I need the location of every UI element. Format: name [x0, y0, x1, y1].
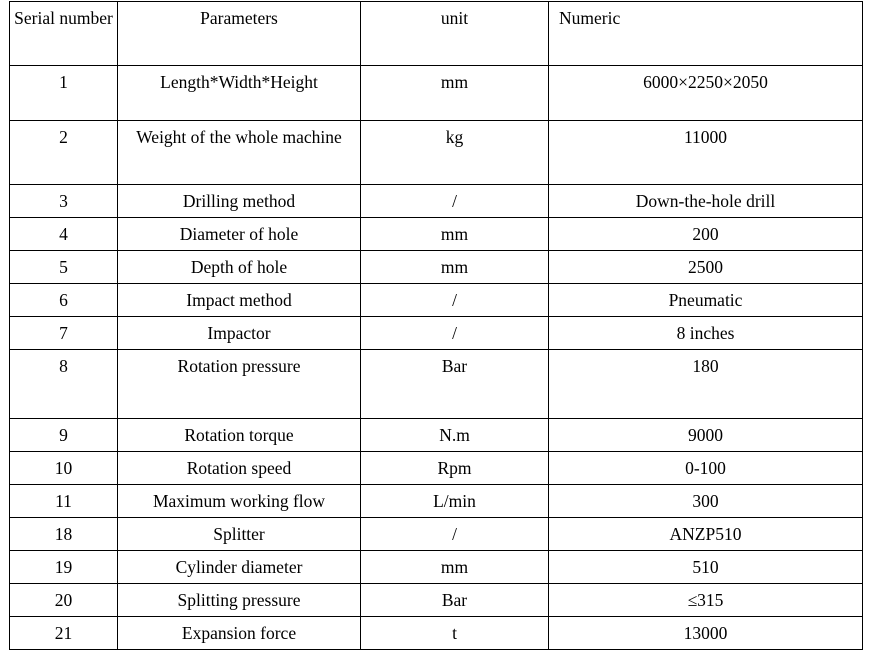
- value-cell: 2500: [549, 251, 863, 284]
- table-row: [10, 218, 863, 251]
- value-cell: 0-100: [549, 452, 863, 485]
- unit-cell: mm: [361, 66, 549, 121]
- table-row: [10, 485, 863, 518]
- table-row: [10, 251, 863, 284]
- parameter-cell: Maximum working flow: [118, 485, 361, 518]
- serial-cell: 4: [10, 218, 118, 251]
- parameter-cell: Impact method: [118, 284, 361, 317]
- value-cell: ≤315: [549, 584, 863, 617]
- table-row: [10, 350, 863, 419]
- unit-cell: /: [361, 317, 549, 350]
- value-cell: 8 inches: [549, 317, 863, 350]
- table-row: [10, 452, 863, 485]
- value-cell: 510: [549, 551, 863, 584]
- serial-cell: 20: [10, 584, 118, 617]
- serial-cell: 3: [10, 185, 118, 218]
- serial-cell: 11: [10, 485, 118, 518]
- parameters-table: [9, 1, 863, 650]
- serial-cell: 7: [10, 317, 118, 350]
- table-row: [10, 284, 863, 317]
- serial-cell: 21: [10, 617, 118, 650]
- header-unit: unit: [361, 2, 549, 66]
- serial-cell: 1: [10, 66, 118, 121]
- value-cell: 200: [549, 218, 863, 251]
- unit-cell: N.m: [361, 419, 549, 452]
- serial-cell: 18: [10, 518, 118, 551]
- parameter-cell: Splitter: [118, 518, 361, 551]
- parameter-cell: Weight of the whole machine: [118, 121, 361, 185]
- value-cell: 180: [549, 350, 863, 419]
- value-cell: Down-the-hole drill: [549, 185, 863, 218]
- parameter-cell: Rotation pressure: [118, 350, 361, 419]
- value-cell: 13000: [549, 617, 863, 650]
- parameter-cell: Diameter of hole: [118, 218, 361, 251]
- serial-cell: 19: [10, 551, 118, 584]
- serial-cell: 8: [10, 350, 118, 419]
- header-parameters: Parameters: [118, 2, 361, 66]
- unit-cell: Bar: [361, 584, 549, 617]
- unit-cell: Bar: [361, 350, 549, 419]
- serial-cell: 2: [10, 121, 118, 185]
- parameter-cell: Expansion force: [118, 617, 361, 650]
- serial-cell: 6: [10, 284, 118, 317]
- serial-cell: 5: [10, 251, 118, 284]
- parameter-cell: Depth of hole: [118, 251, 361, 284]
- unit-cell: kg: [361, 121, 549, 185]
- value-cell: Pneumatic: [549, 284, 863, 317]
- value-cell: 300: [549, 485, 863, 518]
- header-numeric: Numeric: [549, 2, 863, 66]
- serial-cell: 9: [10, 419, 118, 452]
- unit-cell: /: [361, 185, 549, 218]
- table-row: [10, 185, 863, 218]
- unit-cell: L/min: [361, 485, 549, 518]
- unit-cell: Rpm: [361, 452, 549, 485]
- unit-cell: t: [361, 617, 549, 650]
- table-row: [10, 317, 863, 350]
- table-row: [10, 551, 863, 584]
- table-row: [10, 584, 863, 617]
- table-header-row: [10, 2, 863, 66]
- parameter-cell: Length*Width*Height: [118, 66, 361, 121]
- unit-cell: mm: [361, 551, 549, 584]
- unit-cell: /: [361, 284, 549, 317]
- table-row: [10, 617, 863, 650]
- table-row: [10, 121, 863, 185]
- parameter-cell: Impactor: [118, 317, 361, 350]
- serial-cell: 10: [10, 452, 118, 485]
- table-row: [10, 419, 863, 452]
- value-cell: ANZP510: [549, 518, 863, 551]
- value-cell: 9000: [549, 419, 863, 452]
- parameter-cell: Rotation speed: [118, 452, 361, 485]
- parameter-cell: Cylinder diameter: [118, 551, 361, 584]
- parameter-cell: Drilling method: [118, 185, 361, 218]
- parameter-cell: Rotation torque: [118, 419, 361, 452]
- value-cell: 11000: [549, 121, 863, 185]
- unit-cell: /: [361, 518, 549, 551]
- table-row: [10, 518, 863, 551]
- unit-cell: mm: [361, 218, 549, 251]
- unit-cell: mm: [361, 251, 549, 284]
- parameter-cell: Splitting pressure: [118, 584, 361, 617]
- value-cell: 6000×2250×2050: [549, 66, 863, 121]
- table-row: [10, 66, 863, 121]
- header-serial-number: Serial number: [10, 2, 118, 66]
